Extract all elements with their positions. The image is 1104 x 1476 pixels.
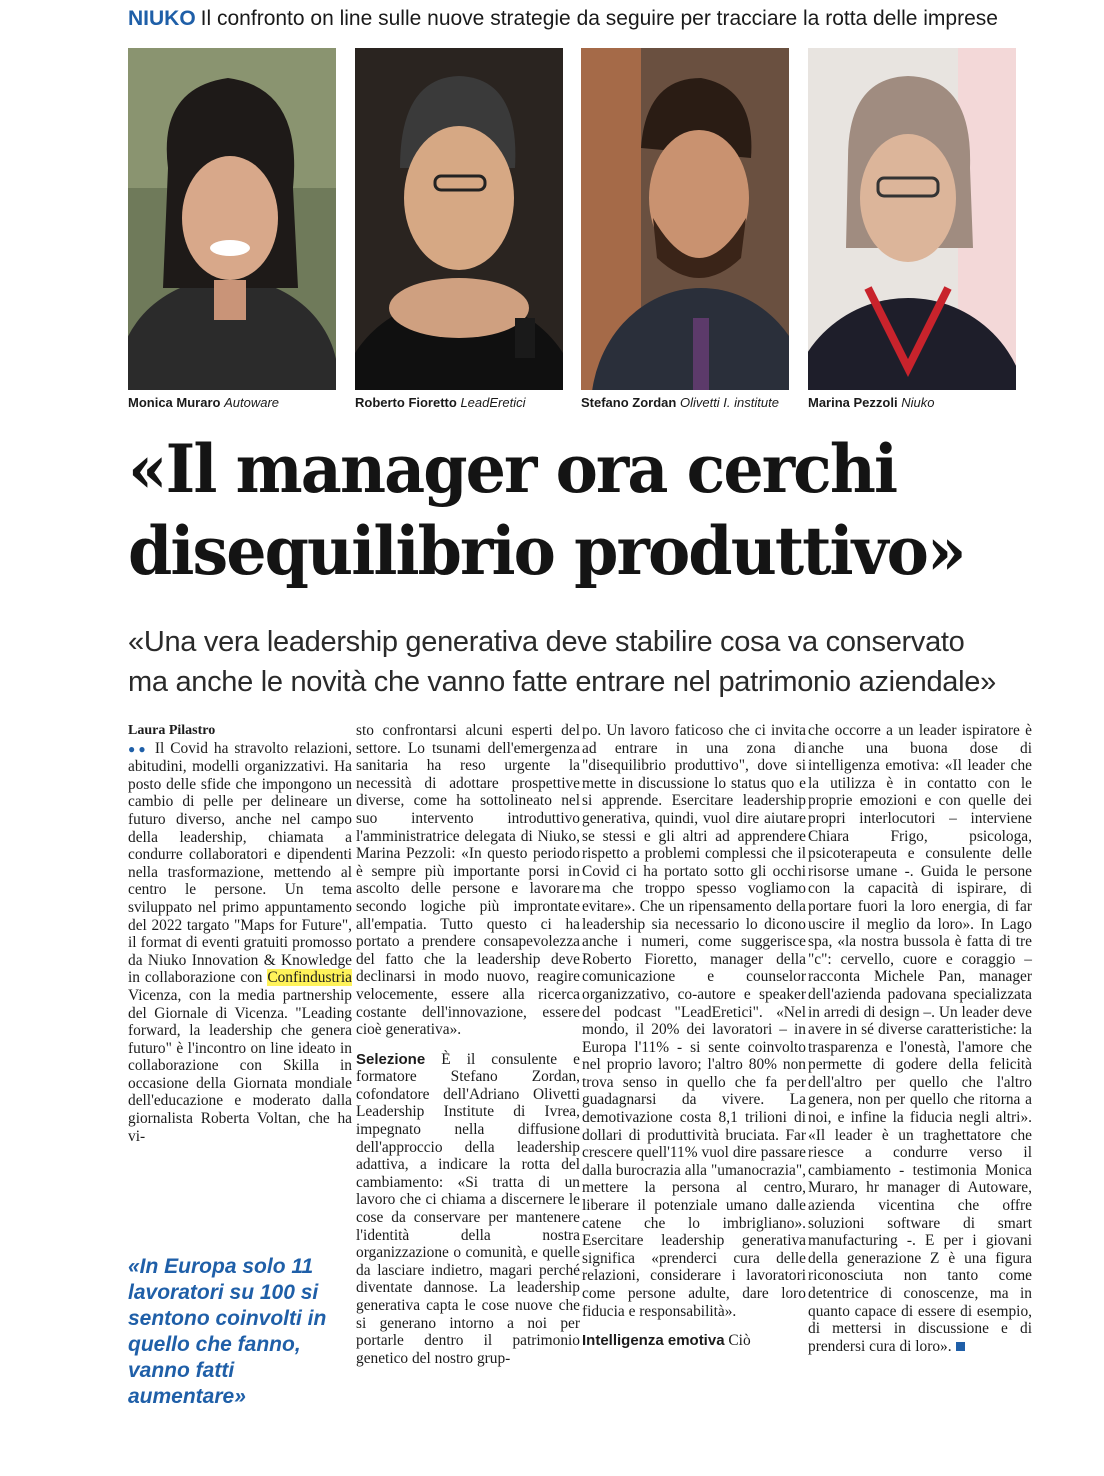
column-2-paragraph-1: sto confrontarsi alcuni esperti del settore. Lo tsunami dell'emergenza sanitaria ha reso urgente la necessità di adottare prospettive diverse, come ha sottolineato nel suo intervento introduttivo l'amministratrice delegata di Niuko, Marina Pezzoli: «In questo periodo è sempre più importante porsi in ascolto delle persone e lavorare secondo logiche più improntate all'empatia. Tutto questo ci ha portato a prendere consapevolezza del fatto che la leadership deve declinarsi in modo nuovo, reagire velocemente, essere alla ricerca costante dell'innovazione, essere cioè generativa». xyxy=(356,722,580,1039)
headline-line-1: «Il manager ora cerchi xyxy=(128,430,897,508)
section-kicker: NIUKO xyxy=(128,7,196,30)
column-1-paragraph: ●● Il Covid ha stravolto relazioni, abitudini, modelli organizzativi. Ha posto delle sfide che impongono un cambio di pelle per delineare un futuro diverso, anche nel campo della leadership, chiamata a condurre collaboratori e dipendenti nella trasformazione, mettendo al centro le persone. Un tema sviluppato nel primo appuntamento del 2022 targato "Maps for Future", il format di eventi gratuiti promosso da Niuko Innovation & Knowledge in collaborazione con Confindustria Vicenza, con la media partnership del Giornale di Vicenza. "Leading forward, la leadership che genera futuro" è l'incontro on line ideato in collaborazione con Skilla in occasione della Giornata mondiale dell'educazione e moderato dalla giornalista Roberta Voltan, che ha vi- xyxy=(128,739,352,1145)
highlighted-term: Confindustria xyxy=(267,969,352,987)
photo-roberto-fioretto xyxy=(355,48,563,390)
section-subtitle: Il confronto on line sulle nuove strategie da seguire per tracciare la rotta delle imprese xyxy=(200,7,998,30)
end-mark-icon xyxy=(956,1342,965,1351)
headline xyxy=(128,428,992,592)
bullet-dots-icon: ●● xyxy=(128,741,149,756)
article-column-3 xyxy=(582,722,806,1350)
caption-marina-pezzoli: Marina Pezzoli Niuko xyxy=(808,395,935,410)
column-3-paragraph-1: po. Un lavoro faticoso che ci invita ad entrare in una zona di "disequilibrio produttivo", dove si mette in discussione lo status quo e si apprende. Esercitare leadership generativa, quindi, vuol dire aiutare se stessi e gli altri ad apprendere rispetto a problemi complessi che il Covid ci ha portato sotto gli occhi ma che troppo spesso vogliamo evitare». Che un ripensamento della leadership sia necessario lo dicono anche i numeri, come suggerisce Roberto Fioretto, manager della comunicazione e counselor organizzativo, co-autore e speaker del podcast "LeadEretici". «Nel mondo, il 20% dei lavoratori – in Europa l'11% - si sente coinvolto nel proprio lavoro; l'altro 80% non trova senso in quello che fa per guadagnarsi da vivere. La demotivazione costa 8,1 trilioni di dollari di produttività bruciata. Far crescere quell'11% vuol dire passare dalla burocrazia alla "umanocrazia", mettere la persona al centro, liberare il potenziale umano dalle catene che lo imbrigliano». Esercitare leadership generativa significa «prenderci cura delle relazioni, considerare i lavoratori come persone adulte, dare loro fiducia e responsabilità». xyxy=(582,722,806,1320)
photo-stefano-zordan xyxy=(581,48,789,390)
section-header xyxy=(128,6,1028,32)
column-2-paragraph-2: Selezione È il consulente e formatore Stefano Zordan, cofondatore dell'Adriano Olivetti Leadership Institute di Ivrea, impegnato nella diffusione dell'approccio della leadership adattiva, a indicare la rotta del cambiamento: «Si tratta di un lavoro che ci chiama a discernere le cose da conservare per mantenere l'identità della nostra organizzazione o comunità, e quelle da lasciare indietro, magari perché diventate dannose. La leadership generativa capta le cose nuove che si generano intorno a noi per portarle dentro il patrimonio genetico del nostro grup- xyxy=(356,1050,580,1367)
article-column-4 xyxy=(808,722,1032,1355)
article-column-2 xyxy=(356,722,580,1367)
pull-quote: «In Europa solo 11 lavoratori su 100 si sentono coinvolti in quello che fanno, vanno fatti aumentare» xyxy=(128,1255,327,1408)
subhead-selezione: Selezione xyxy=(356,1050,426,1068)
byline: Laura Pilastro xyxy=(128,723,216,738)
standfirst xyxy=(128,622,1028,702)
subhead-intelligenza-emotiva: Intelligenza emotiva xyxy=(582,1332,725,1350)
caption-stefano-zordan: Stefano Zordan Olivetti I. institute xyxy=(581,395,779,410)
caption-roberto-fioretto: Roberto Fioretto LeadEretici xyxy=(355,395,526,410)
column-4-paragraph: che occorre a un leader ispiratore è anche una buona dose di intelligenza emotiva: «Il leader che la utilizza è in contatto con le proprie emozioni e con quelle dei propri interlocutori – interviene Chiara Frigo, psicologa, psicoterapeuta e consulente delle risorse umane -. Guida le persone con la capacità di ispirare, di portare fuori la loro energia, di far uscire il meglio da loro». In Lago spa, «la nostra bussola è fatta di tre "c": cervello, cuore e coraggio – racconta Michele Pan, manager dell'azienda padovana specializzata in arredi di design –. Un leader deve avere in sé diverse caratteristiche: la trasparenza e l'onestà, l'amore che permette di godere della felicità dell'altro per quello che l'altro genera, non per quello che ritorna a noi, e infine la fiducia negli altri». «Il leader è un traghettatore che riesce a condurre verso il cambiamento - testimonia Monica Muraro, hr manager di Autoware, azienda vicentina che offre soluzioni software di smart manufacturing -. E per i giovani della generazione Z è una figura riconosciuta non tanto come detentrice di conoscenze, ma in quanto capace di essere di esempio, di mettersi in discussione e di prendersi cura di loro». xyxy=(808,722,1032,1355)
headline-line-2: disequilibrio produttivo» xyxy=(128,512,965,590)
caption-monica-muraro: Monica Muraro Autoware xyxy=(128,395,280,410)
standfirst-line-1: «Una vera leadership generativa deve stabilire cosa va conservato xyxy=(128,626,965,658)
photo-monica-muraro xyxy=(128,48,336,390)
column-3-paragraph-2: Intelligenza emotiva Ciò xyxy=(582,1332,751,1350)
photo-marina-pezzoli xyxy=(808,48,1016,390)
article-column-1 xyxy=(128,722,352,1145)
standfirst-line-2: ma anche le novità che vanno fatte entrare nel patrimonio aziendale» xyxy=(128,666,996,698)
